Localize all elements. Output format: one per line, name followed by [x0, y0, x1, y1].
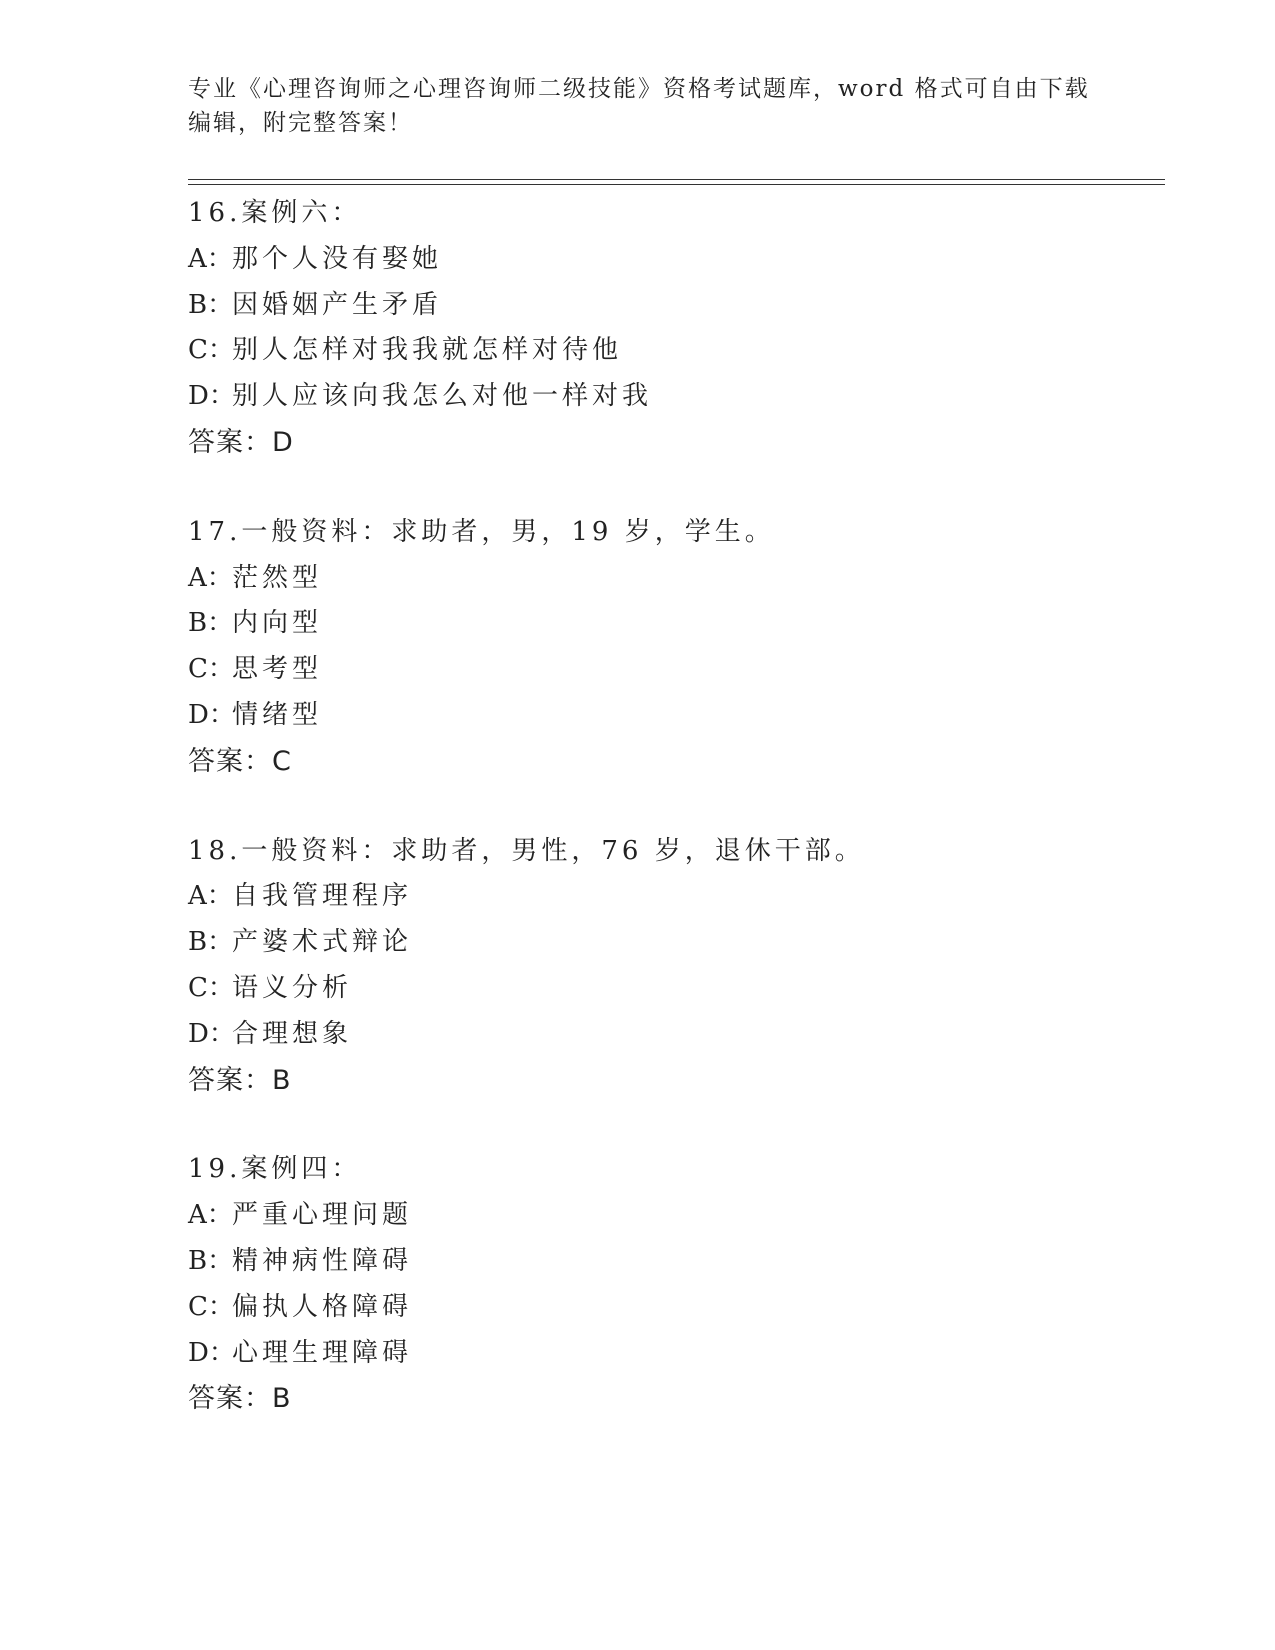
option-label: D：	[188, 699, 235, 730]
question-stem: 16.案例六：	[188, 198, 362, 228]
option-label: A：	[188, 881, 233, 912]
option-c	[188, 966, 1168, 1012]
question-list	[188, 191, 1168, 1466]
option-text: 别人应该向我怎么对他一样对我	[232, 381, 653, 412]
option-d	[188, 1012, 1168, 1058]
option-text: 因婚姻产生矛盾	[232, 289, 443, 320]
option-text: 自我管理程序	[232, 881, 413, 912]
option-text: 情绪型	[232, 699, 323, 730]
option-c	[188, 647, 1168, 693]
option-label: B：	[188, 289, 234, 320]
option-d	[188, 374, 1168, 420]
answer: 答案：B	[188, 1064, 292, 1096]
option-label: A：	[188, 1200, 233, 1231]
option-label: D：	[188, 1018, 235, 1049]
option-label: A：	[188, 562, 233, 593]
option-label: C：	[188, 335, 234, 366]
option-b	[188, 283, 1168, 329]
option-text: 思考型	[232, 654, 323, 685]
option-label: B：	[188, 608, 234, 639]
question-stem: 17.一般资料：求助者，男，19 岁，学生。	[188, 516, 775, 547]
option-label: B：	[188, 927, 234, 958]
answer: 答案：D	[188, 426, 294, 458]
question-17	[188, 510, 1168, 785]
option-label: C：	[188, 972, 234, 1003]
option-text: 别人怎样对我我就怎样对待他	[232, 335, 623, 366]
question-stem: 18.一般资料：求助者，男性，76 岁，退休干部。	[188, 835, 865, 866]
option-label: C：	[188, 654, 234, 685]
option-b	[188, 1239, 1168, 1285]
option-label: A：	[188, 243, 233, 274]
option-a	[188, 874, 1168, 920]
question-16	[188, 191, 1168, 466]
question-19	[188, 1147, 1168, 1422]
option-text: 严重心理问题	[232, 1200, 413, 1231]
option-a	[188, 1193, 1168, 1239]
option-c	[188, 1285, 1168, 1331]
option-text: 那个人没有娶她	[232, 243, 443, 274]
header-line-2: 编辑，附完整答案！	[188, 110, 413, 136]
option-text: 语义分析	[232, 972, 353, 1003]
option-label: C：	[188, 1291, 234, 1322]
option-label: D：	[188, 381, 235, 412]
option-text: 合理想象	[232, 1018, 353, 1049]
option-text: 产婆术式辩论	[232, 927, 413, 958]
option-label: B：	[188, 1245, 234, 1276]
option-text: 偏执人格障碍	[232, 1291, 413, 1322]
option-label: D：	[188, 1337, 235, 1368]
option-text: 心理生理障碍	[232, 1337, 413, 1368]
option-text: 茫然型	[232, 562, 323, 593]
answer: 答案：C	[188, 745, 292, 777]
question-stem: 19.案例四：	[188, 1154, 362, 1185]
document-header	[188, 72, 1088, 140]
option-b	[188, 601, 1168, 647]
header-divider-top	[188, 179, 1165, 180]
option-d	[188, 693, 1168, 739]
option-text: 内向型	[232, 608, 323, 639]
header-divider-bottom	[188, 184, 1165, 185]
option-a	[188, 556, 1168, 602]
option-d	[188, 1331, 1168, 1377]
option-b	[188, 920, 1168, 966]
question-18	[188, 829, 1168, 1104]
answer: 答案：B	[188, 1383, 292, 1415]
option-a	[188, 237, 1168, 283]
header-line-1: 专业《心理咨询师之心理咨询师二级技能》资格考试题库，word 格式可自由下载	[188, 76, 1090, 102]
option-text: 精神病性障碍	[232, 1245, 413, 1276]
option-c	[188, 328, 1168, 374]
